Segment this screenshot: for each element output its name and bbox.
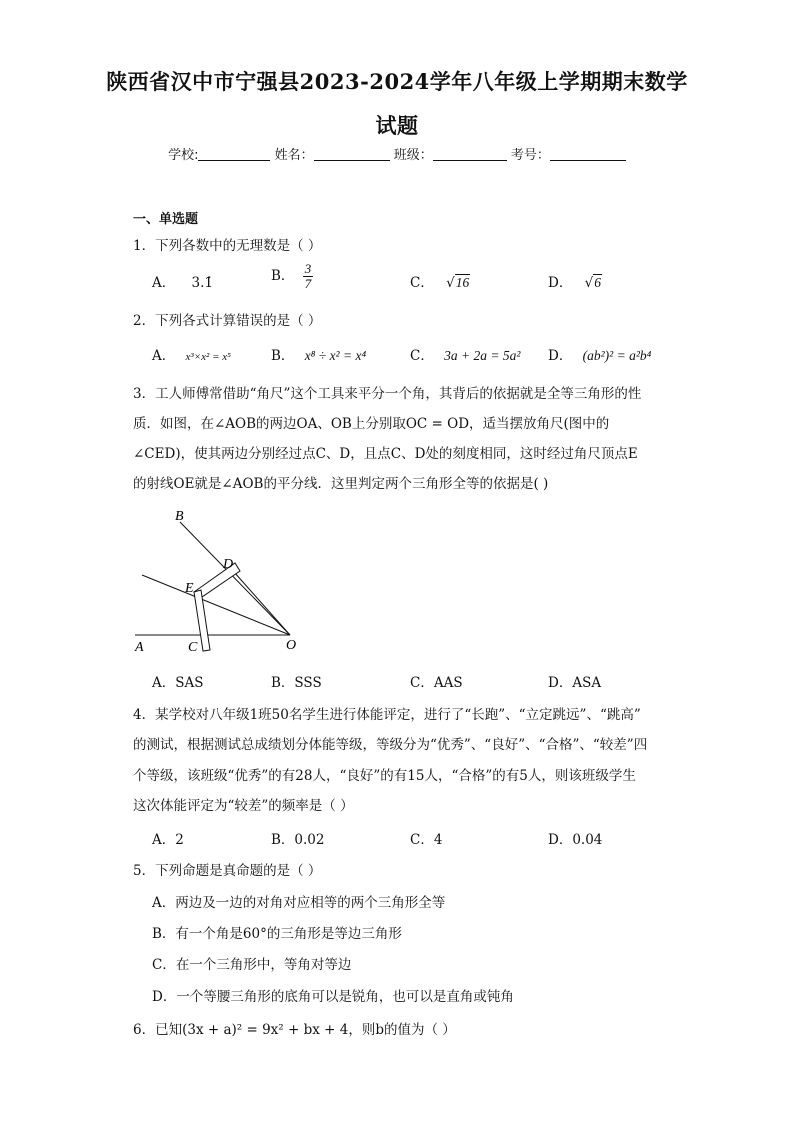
q3-line4: 的射线OE就是∠AOB的平分线．这里判定两个三角形全等的依据是( ) [133, 476, 549, 492]
q3-option-b[interactable]: B．SSS [271, 675, 322, 691]
q3-angle-ruler-figure [130, 500, 310, 660]
q2-stem: 2．下列各式计算错误的是（ ） [133, 313, 322, 329]
label-a: A [135, 640, 144, 655]
q4-line2: 的测试，根据测试总成绩划分体能等级，等级分为“优秀”、“良好”、“合格”、“较差”四 [133, 737, 648, 753]
q4-option-b[interactable]: B．0.02 [271, 832, 325, 848]
q4-option-d[interactable]: D．0.04 [548, 832, 603, 848]
label-c: C [188, 640, 198, 655]
q4-line1: 4．某学校对八年级1班50名学生进行体能评定，进行了“长跑”、“立定跳远”、“跳高” [133, 707, 641, 723]
q1-stem: 1．下列各数中的无理数是（ ） [133, 238, 322, 254]
q1-option-a[interactable]: A． 3.1̇ [152, 275, 214, 291]
q1-option-d[interactable]: D． √6 [548, 275, 601, 291]
q2-option-d[interactable]: D． (ab²)² = a²b⁴ [548, 348, 652, 364]
doc-title-line2: 试题 [375, 113, 419, 138]
q3-line2: 质．如图，在∠AOB的两边OA、OB上分别取OC = OD，适当摆放角尺(图中的 [133, 416, 610, 432]
label-e: E [185, 581, 194, 596]
q4-option-c[interactable]: C．4 [410, 832, 443, 848]
class-field[interactable] [433, 146, 507, 161]
q5-option-c[interactable]: C．在一个三角形中，等角对等边 [152, 957, 352, 973]
q3-option-a[interactable]: A．SAS [152, 675, 204, 691]
q5-option-d[interactable]: D．一个等腰三角形的底角可以是锐角，也可以是直角或钝角 [152, 989, 514, 1005]
exam-no-field[interactable] [550, 146, 626, 161]
q1-option-c[interactable]: C． √16 [410, 275, 470, 291]
q2-option-c[interactable]: C． 3a + 2a = 5a² [410, 348, 521, 364]
school-label: 学校: [168, 148, 199, 163]
label-b: B [175, 509, 184, 524]
doc-title-line1: 陕西省汉中市宁强县2023-2024学年八年级上学期期末数学 [106, 69, 688, 94]
exam-no-label: 考号： [510, 148, 550, 163]
label-o: O [286, 638, 297, 653]
q3-option-d[interactable]: D．ASA [548, 675, 602, 691]
segment-od [234, 572, 290, 635]
q5-option-b[interactable]: B．有一个角是60°的三角形是等边三角形 [152, 926, 402, 942]
q3-line3: ∠CED)，使其两边分别经过点C、D，且点C、D处的刻度相同，这时经过角尺顶点E [133, 446, 638, 462]
ray-ob [180, 522, 290, 635]
q6-stem: 6．已知(3x + a)² = 9x² + bx + 4，则b的值为（ ） [133, 1022, 456, 1038]
q5-stem: 5．下列命题是真命题的是（ ） [133, 863, 322, 879]
q2-option-a[interactable]: A． x³×x² = x⁵ [152, 348, 231, 364]
q2-option-b[interactable]: B． x⁸ ÷ x² = x⁴ [271, 348, 367, 364]
q3-option-c[interactable]: C．AAS [410, 675, 463, 691]
q3-line1: 3．工人师傅常借助“角尺”这个工具来平分一个角，其背后的依据就是全等三角形的性 [133, 386, 642, 402]
q4-option-a[interactable]: A．2 [152, 832, 184, 848]
name-label: 姓名： [274, 148, 314, 163]
school-field[interactable] [198, 146, 270, 161]
section-heading: 一、单选题 [133, 212, 199, 227]
q1-option-b[interactable]: B． $\frac{3}{7}$ [271, 261, 312, 291]
q4-line4: 这次体能评定为“较差”的频率是（ ） [133, 798, 354, 814]
q5-option-a[interactable]: A．两边及一边的对角对应相等的两个三角形全等 [152, 895, 446, 911]
name-field[interactable] [314, 146, 390, 161]
label-d: D [223, 557, 234, 572]
student-info-line [0, 144, 794, 163]
q4-line3: 个等级，该班级“优秀”的有28人，“良好”的有15人，“合格”的有5人，则该班级学生 [133, 768, 636, 784]
class-label: 班级： [393, 148, 433, 163]
